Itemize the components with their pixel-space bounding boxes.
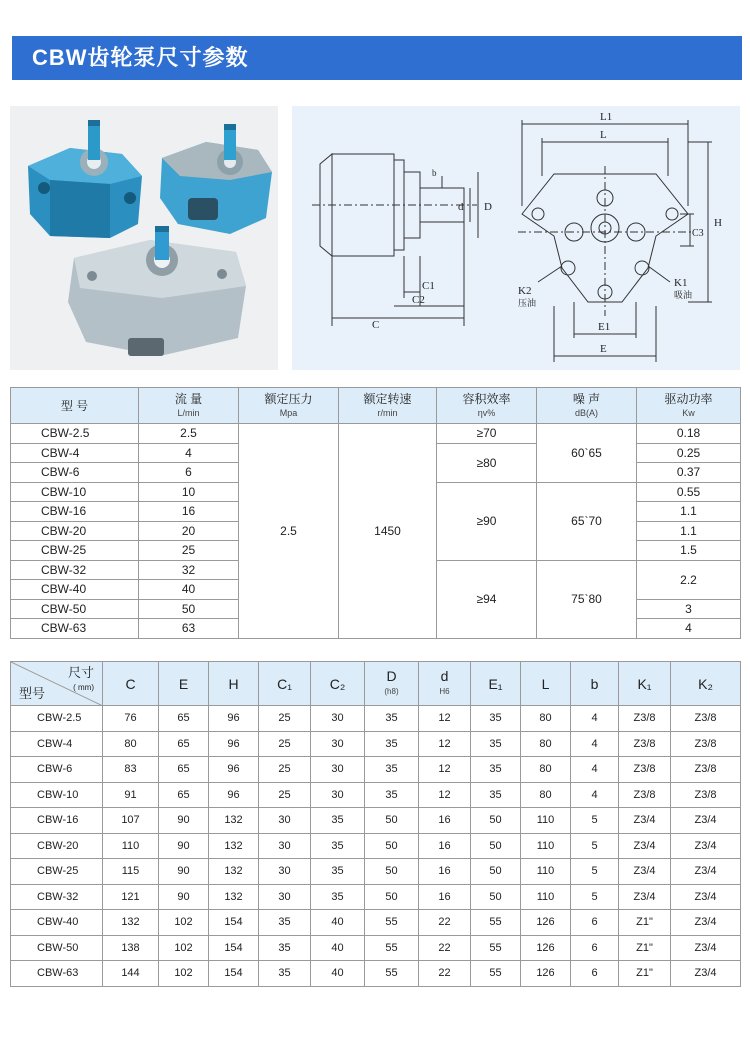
dimension-cell: 50 (365, 808, 419, 834)
dimension-cell: 132 (209, 833, 259, 859)
dimension-cell: 50 (365, 833, 419, 859)
dimension-cell: 25 (259, 782, 311, 808)
table-row (11, 884, 741, 910)
dimension-cell: 50 (365, 859, 419, 885)
dimension-cell: 96 (209, 757, 259, 783)
dimension-cell: 154 (209, 910, 259, 936)
dimension-cell: 110 (521, 884, 571, 910)
label-K1: K1 (674, 277, 688, 289)
dimension-cell: 35 (311, 884, 365, 910)
page-title: CBW齿轮泵尺寸参数 (32, 45, 249, 70)
dimension-cell: 90 (159, 833, 209, 859)
header-efficiency: 容积效率 ηv% (437, 388, 537, 424)
table-row: CBW-16 16 1.1 (11, 502, 741, 522)
dimension-cell: 110 (521, 833, 571, 859)
table-row (11, 757, 741, 783)
header-b: b (571, 662, 619, 706)
pump-image-blue-2 (160, 124, 272, 234)
model-cell: CBW-25 (11, 859, 103, 885)
dimension-cell: 90 (159, 859, 209, 885)
noise-cell: 75`80 (537, 560, 637, 638)
dimension-cell: 110 (521, 808, 571, 834)
efficiency-cell: ≥94 (437, 560, 537, 638)
dimension-cell: 65 (159, 757, 209, 783)
dimension-cell: 30 (259, 859, 311, 885)
dimension-cell: 6 (571, 910, 619, 936)
model-cell: CBW-2.5 (11, 706, 103, 732)
table-row (11, 935, 741, 961)
dimension-cell: 121 (103, 884, 159, 910)
dimension-cell: 16 (419, 884, 471, 910)
dimension-cell: 30 (259, 833, 311, 859)
label-K2-note: 压油 (518, 299, 537, 309)
table-row (11, 961, 741, 987)
header-pressure: 额定压力 Mpa (239, 388, 339, 424)
dimension-cell: 30 (311, 782, 365, 808)
dimension-cell: 102 (159, 910, 209, 936)
dimension-cell: 102 (159, 935, 209, 961)
dimension-cell: 107 (103, 808, 159, 834)
dimension-cell: Z3/4 (619, 833, 671, 859)
label-d: d (458, 201, 464, 213)
dimension-cell: 6 (571, 935, 619, 961)
label-K2: K2 (518, 285, 532, 297)
dimension-cell: 5 (571, 859, 619, 885)
dimension-table (10, 661, 741, 987)
dimension-cell: 35 (259, 910, 311, 936)
dimension-cell: 102 (159, 961, 209, 987)
dimension-cell: 4 (571, 706, 619, 732)
header-power: 驱动功率 Kw (637, 388, 741, 424)
dimension-cell: Z3/8 (619, 706, 671, 732)
dimension-cell: Z3/4 (671, 833, 741, 859)
dimension-table-header (11, 662, 741, 706)
dimension-cell: 110 (103, 833, 159, 859)
header-C2: C₂ (311, 662, 365, 706)
label-C3: C3 (692, 228, 704, 239)
label-E1: E1 (598, 321, 611, 333)
dimension-cell: 22 (419, 935, 471, 961)
rated-pressure: 2.5 (239, 424, 339, 639)
model-cell: CBW-20 (11, 833, 103, 859)
dimension-cell: Z3/4 (671, 884, 741, 910)
dimension-cell: Z3/4 (671, 935, 741, 961)
header-L: L (521, 662, 571, 706)
dimension-cell: 50 (471, 808, 521, 834)
table-row: CBW-40 40 (11, 580, 741, 600)
page-title-banner (12, 36, 742, 80)
dimension-cell: Z3/4 (619, 808, 671, 834)
label-C: C (372, 319, 380, 331)
table-row: CBW-6 6 0.37 (11, 463, 741, 483)
dimension-cell: 6 (571, 961, 619, 987)
dimension-cell: 154 (209, 935, 259, 961)
dimension-cell: 50 (471, 833, 521, 859)
dimension-cell: 12 (419, 706, 471, 732)
dimension-cell: 25 (259, 757, 311, 783)
table-row (11, 808, 741, 834)
efficiency-cell: ≥70 (437, 424, 537, 444)
dimension-cell: 90 (159, 808, 209, 834)
model-cell: CBW-32 (11, 884, 103, 910)
dimension-cell: 16 (419, 859, 471, 885)
dimension-cell: 90 (159, 884, 209, 910)
dimension-cell: 22 (419, 961, 471, 987)
dimension-cell: 30 (311, 731, 365, 757)
dimension-cell: 132 (209, 808, 259, 834)
header-K2: K₂ (671, 662, 741, 706)
dimension-cell: 65 (159, 782, 209, 808)
dimension-cell: 50 (471, 859, 521, 885)
table-row (11, 706, 741, 732)
dimension-cell: 30 (311, 757, 365, 783)
dimension-cell: 35 (471, 782, 521, 808)
dimension-cell: 132 (209, 859, 259, 885)
label-D: D (484, 201, 492, 213)
dimension-cell: 126 (521, 961, 571, 987)
header-K1: K₁ (619, 662, 671, 706)
dimension-cell: 12 (419, 757, 471, 783)
dimension-cell: 126 (521, 910, 571, 936)
dimension-cell: 35 (311, 808, 365, 834)
table-row: CBW-20 20 1.1 (11, 521, 741, 541)
dimension-cell: Z3/8 (619, 782, 671, 808)
front-view (518, 120, 712, 362)
dimension-cell: 80 (521, 706, 571, 732)
table-row (11, 731, 741, 757)
table-row: CBW-32 32 ≥94 75`80 2.2 (11, 560, 741, 580)
dimension-cell: 35 (259, 961, 311, 987)
label-b: b (432, 168, 437, 178)
table-row (11, 833, 741, 859)
dimension-cell: 16 (419, 808, 471, 834)
table-row (11, 782, 741, 808)
efficiency-cell: ≥90 (437, 482, 537, 560)
dimension-cell: Z3/4 (671, 859, 741, 885)
label-E: E (600, 343, 607, 355)
rated-speed: 1450 (339, 424, 437, 639)
dimension-cell: Z3/4 (671, 961, 741, 987)
noise-cell: 60`65 (537, 424, 637, 483)
dimension-cell: Z3/4 (671, 808, 741, 834)
table-row (11, 859, 741, 885)
dimension-cell: 65 (159, 706, 209, 732)
dimension-cell: 5 (571, 808, 619, 834)
label-C2: C2 (412, 294, 425, 306)
dimension-cell: Z1" (619, 961, 671, 987)
dimension-cell: 35 (365, 731, 419, 757)
dimension-cell: 30 (259, 808, 311, 834)
dimension-cell: 4 (571, 757, 619, 783)
dimension-cell: 65 (159, 731, 209, 757)
dimension-cell: 12 (419, 731, 471, 757)
dimension-cell: 55 (471, 961, 521, 987)
pump-photo-illustration (10, 106, 278, 370)
dimension-cell: 50 (365, 884, 419, 910)
dimension-cell: 35 (259, 935, 311, 961)
dimension-cell: Z3/4 (619, 859, 671, 885)
header-speed: 额定转速 r/min (339, 388, 437, 424)
spec-table (10, 387, 741, 639)
dimension-cell: 55 (365, 935, 419, 961)
dimension-cell: 132 (103, 910, 159, 936)
dimension-cell: 76 (103, 706, 159, 732)
label-H: H (714, 217, 722, 229)
dimension-cell: 35 (365, 757, 419, 783)
model-cell: CBW-4 (11, 731, 103, 757)
product-photo (10, 106, 278, 370)
dimension-cell: 40 (311, 935, 365, 961)
header-flow: 流 量 L/min (139, 388, 239, 424)
table-row (11, 910, 741, 936)
dimension-cell: 154 (209, 961, 259, 987)
label-L: L (600, 129, 607, 141)
dimension-cell: Z3/8 (619, 731, 671, 757)
dimension-cell: 115 (103, 859, 159, 885)
table-row: CBW-2.5 2.5 2.5 1450 ≥70 60`65 0.18 (11, 424, 741, 444)
dimension-cell: Z1" (619, 935, 671, 961)
label-C1: C1 (422, 280, 435, 292)
dimension-cell: 91 (103, 782, 159, 808)
dimension-cell: 35 (471, 731, 521, 757)
dimension-cell: Z3/8 (671, 706, 741, 732)
dimension-cell: 96 (209, 731, 259, 757)
pump-image-silver (68, 226, 246, 356)
dimension-cell: Z3/8 (671, 731, 741, 757)
dimension-cell: 5 (571, 833, 619, 859)
dimension-cell: 4 (571, 731, 619, 757)
dimension-cell: 83 (103, 757, 159, 783)
dimension-cell: 80 (521, 782, 571, 808)
dimension-cell: 55 (471, 910, 521, 936)
dimension-drawing-svg (292, 106, 740, 370)
model-cell: CBW-63 (11, 961, 103, 987)
header-E: E (159, 662, 209, 706)
dimension-cell: 80 (521, 757, 571, 783)
dimension-cell: 25 (259, 731, 311, 757)
dimension-table-body (11, 706, 741, 987)
dimension-cell: 22 (419, 910, 471, 936)
header-model: 型 号 (11, 388, 139, 424)
dimension-cell: 35 (471, 757, 521, 783)
dimension-cell: Z3/8 (671, 782, 741, 808)
dimension-cell: 30 (311, 706, 365, 732)
header-noise: 噪 声 dB(A) (537, 388, 637, 424)
model-cell: CBW-16 (11, 808, 103, 834)
table-row: CBW-10 10 ≥90 65`70 0.55 (11, 482, 741, 502)
efficiency-cell: ≥80 (437, 443, 537, 482)
dimension-cell: 110 (521, 859, 571, 885)
dimension-cell: 35 (311, 859, 365, 885)
dimension-cell: 12 (419, 782, 471, 808)
dimension-cell: 4 (571, 782, 619, 808)
model-cell: CBW-50 (11, 935, 103, 961)
dimension-cell: 35 (311, 833, 365, 859)
header-E1: E₁ (471, 662, 521, 706)
table-row: CBW-50 50 3 (11, 599, 741, 619)
pump-image-blue-1 (28, 120, 142, 238)
header-C: C (103, 662, 159, 706)
dimension-cell: 35 (471, 706, 521, 732)
dimension-cell: 16 (419, 833, 471, 859)
dimension-cell: 55 (365, 910, 419, 936)
dimension-cell: Z3/4 (619, 884, 671, 910)
dimension-cell: 80 (521, 731, 571, 757)
side-view (312, 154, 478, 326)
table-row: CBW-4 4 ≥80 0.25 (11, 443, 741, 463)
table-row: CBW-63 63 4 (11, 619, 741, 639)
dimension-cell: 35 (365, 706, 419, 732)
corner-header: 尺寸 ( mm) 型号 (11, 662, 103, 706)
dimension-cell: Z3/4 (671, 910, 741, 936)
dimension-cell: 50 (471, 884, 521, 910)
model-cell: CBW-40 (11, 910, 103, 936)
dimension-cell: 96 (209, 706, 259, 732)
header-D: D (h8) (365, 662, 419, 706)
dimension-cell: 80 (103, 731, 159, 757)
noise-cell: 65`70 (537, 482, 637, 560)
dimension-cell: 40 (311, 961, 365, 987)
dimension-cell: 138 (103, 935, 159, 961)
label-L1: L1 (600, 111, 613, 123)
dimension-cell: 5 (571, 884, 619, 910)
dimension-cell: 96 (209, 782, 259, 808)
dimension-cell: 126 (521, 935, 571, 961)
dimension-cell: 55 (365, 961, 419, 987)
spec-table-header (11, 388, 741, 424)
dimension-cell: 25 (259, 706, 311, 732)
header-H: H (209, 662, 259, 706)
header-C1: C₁ (259, 662, 311, 706)
header-d: d H6 (419, 662, 471, 706)
table-row: CBW-25 25 1.5 (11, 541, 741, 561)
model-cell: CBW-6 (11, 757, 103, 783)
dimension-cell: 30 (259, 884, 311, 910)
dimension-cell: 55 (471, 935, 521, 961)
dimension-cell: Z3/8 (619, 757, 671, 783)
dimension-cell: 40 (311, 910, 365, 936)
dimension-cell: Z1" (619, 910, 671, 936)
dimension-cell: 144 (103, 961, 159, 987)
dimension-cell: 35 (365, 782, 419, 808)
dimension-cell: Z3/8 (671, 757, 741, 783)
dimension-cell: 132 (209, 884, 259, 910)
technical-drawing (292, 106, 740, 370)
model-cell: CBW-10 (11, 782, 103, 808)
label-K1-note: 吸油 (674, 291, 693, 301)
